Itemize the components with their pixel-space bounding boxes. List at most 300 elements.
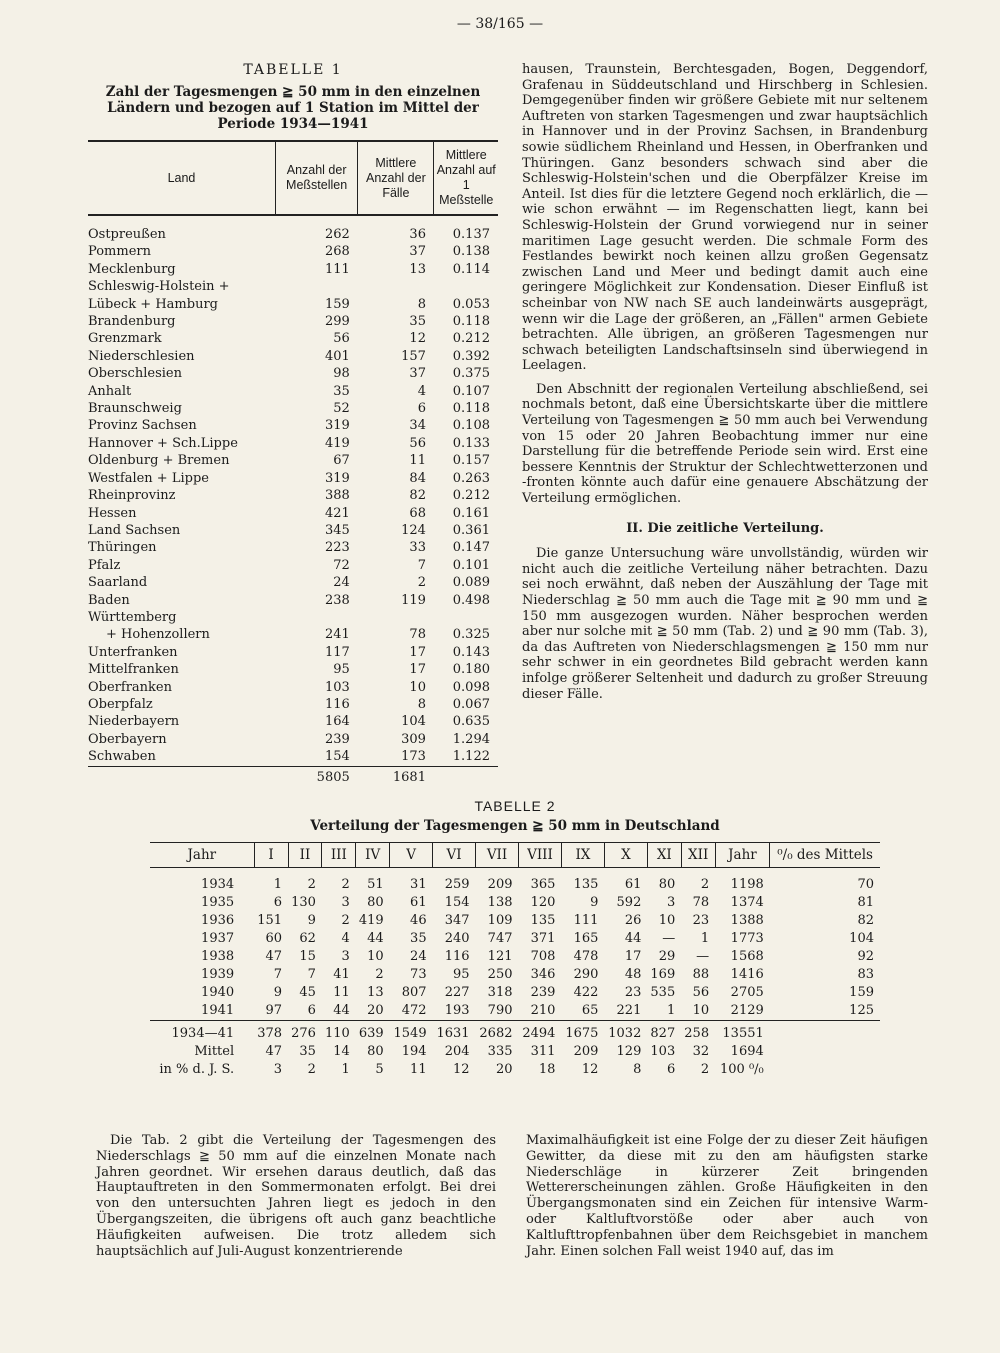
table1-row	[88, 348, 498, 365]
table1-row	[88, 539, 498, 556]
table1-cell-faelle: 4	[417, 383, 426, 399]
table2-cell: 2129	[730, 1003, 764, 1018]
table2-cell: 135	[573, 877, 599, 892]
table2-cell: 116	[444, 949, 470, 964]
table1-cell-land: Schleswig-Holstein +	[88, 279, 230, 295]
table2-cell: 478	[573, 949, 599, 964]
table1-cell-faelle: 78	[409, 627, 426, 643]
table1-cell-land: Saarland	[88, 575, 148, 591]
table1-cell-faelle: 68	[409, 505, 426, 521]
right-paragraph-3: Die ganze Untersuchung wäre unvollständig, würden wir nicht auch die zeitliche Verteilung näher betrachten. Dazu sei noch erwähnt, daß neben der Auszählung der Tage mit Niederschlag ≧ 50 mm auch die Tage mit ≧ 90 mm und ≧ 150 mm ausgezogen wurden. Näher besprochen werden aber nur solche mit ≧ 50 mm (Tab. 2) und ≧ 90 mm (Tab. 3), da das Auftreten von Niederschlagsmengen ≧ 150 mm nur sehr schwer in ein geordnetes Bild gebracht werden kann infolge größerer Seltenheit und dadurch zu großer Streuung dieser Fälle.	[522, 546, 928, 702]
table2-cell: 209	[573, 1044, 599, 1059]
table1-cell-per-station: 1.122	[452, 749, 490, 765]
table1-cell-per-station: 0.635	[452, 714, 490, 730]
table1-cell-messstellen: 421	[324, 505, 350, 521]
table2-cell: 45	[299, 985, 316, 1000]
table2-cell: 121	[487, 949, 513, 964]
table2-header-3: III	[322, 843, 356, 868]
table2-cell: 12	[581, 1062, 599, 1077]
table2-cell: 51	[367, 877, 384, 892]
table2-cell: 807	[401, 985, 427, 1000]
table2-row	[150, 868, 880, 895]
table2-cell: 56	[692, 985, 710, 1000]
bottom-left-text	[96, 1133, 496, 1259]
table1-cell-messstellen: 419	[324, 435, 350, 451]
table1-cell-messstellen: 238	[324, 592, 350, 608]
table1-cell-faelle: 309	[401, 731, 426, 747]
table1-row	[88, 435, 498, 452]
table2-cell: 32	[692, 1044, 710, 1059]
table2-title: Verteilung der Tagesmengen ≧ 50 mm in Deutschland	[310, 818, 720, 834]
table1-cell-per-station: 1.294	[452, 731, 490, 747]
table2-header-13: Jahr	[715, 843, 770, 868]
table2-header-12: XII	[681, 843, 715, 868]
table2-cell: 472	[401, 1003, 427, 1018]
table2-cell: 44	[367, 931, 384, 946]
table2-cell: 1941	[201, 1003, 235, 1018]
table1-row	[88, 522, 498, 539]
table1-row	[88, 313, 498, 330]
table2-cell: 708	[530, 949, 556, 964]
table2-cell: 81	[857, 895, 874, 910]
table1-cell-land: Oberfranken	[88, 679, 172, 695]
table2-cell: 29	[658, 949, 676, 964]
table2-cell: 78	[692, 895, 710, 910]
table1-cell-faelle: 17	[409, 662, 426, 678]
table1-row	[88, 644, 498, 661]
table2-cell	[770, 1061, 880, 1079]
table2-cell: 259	[444, 877, 470, 892]
table1-row	[88, 713, 498, 730]
table1-title: Zahl der Tagesmengen ≧ 50 mm in den einzelnen Ländern und bezogen auf 1 Station im Mittel der Periode 1934—1941	[105, 84, 481, 132]
table1-row	[88, 557, 498, 574]
table1-cell-faelle: 36	[409, 227, 426, 242]
table2-cell: —	[696, 949, 710, 964]
table1-cell-messstellen: 164	[324, 714, 350, 730]
table1-header-per-station: Mittlere Anzahl auf 1 Meßstelle	[434, 141, 498, 215]
table1-cell-messstellen: 103	[324, 679, 350, 695]
table1-cell-land: Thüringen	[88, 540, 157, 556]
table1-total-messstellen: 5805	[275, 766, 357, 786]
table2-cell: 419	[358, 913, 384, 928]
table1-total-faelle: 1681	[358, 766, 434, 786]
table2-cell: 47	[265, 1044, 283, 1059]
table1-cell-messstellen: 95	[333, 662, 350, 678]
table2-row	[150, 1002, 880, 1021]
table1-cell-per-station: 0.212	[452, 488, 490, 504]
table1-cell-per-station: 0.392	[452, 348, 490, 364]
table2-cell: 365	[530, 877, 556, 892]
table1-cell-per-station: 0.133	[452, 435, 490, 451]
table1-row	[88, 470, 498, 487]
table2-cell: 41	[333, 967, 350, 982]
table2-cell: 35	[299, 1044, 316, 1059]
table2-cell	[770, 1043, 880, 1061]
table1-row	[88, 574, 498, 591]
table1-cell-land: Land Sachsen	[88, 522, 181, 538]
table2-header-0: Jahr	[150, 843, 254, 868]
table2-cell: 23	[624, 985, 642, 1000]
table1-cell-land: Provinz Sachsen	[88, 418, 197, 434]
table1-cell-land: Unterfranken	[88, 644, 178, 660]
table2-header-1: I	[254, 843, 288, 868]
table2-cell: 20	[495, 1062, 513, 1077]
table2-cell: 371	[530, 931, 556, 946]
table1-totals-label	[88, 766, 275, 786]
table1-cell-land: + Hohenzollern	[106, 627, 210, 643]
table2-cell	[770, 1021, 880, 1044]
table1-totals-row	[88, 766, 498, 786]
table1-cell-per-station: 0.118	[452, 401, 490, 417]
table1-body	[88, 215, 498, 766]
table2-cell: 790	[487, 1003, 513, 1018]
table1-cell-faelle: 10	[409, 679, 426, 695]
table2-cell: 103	[650, 1044, 676, 1059]
table1-cell-per-station	[434, 278, 498, 295]
right-column	[522, 62, 928, 710]
table1-cell-land: Pfalz	[88, 557, 121, 573]
bottom-left-paragraph: Die Tab. 2 gibt die Verteilung der Tagesmengen des Niederschlags ≧ 50 mm auf die einzelnen Monate nach Jahren geordnet. Wir ersehen daraus deutlich, daß das Hauptauftreten in den Sommermonaten erfolgt. Bei drei von den untersuchten Jahren liegt es jedoch in den Übergangszeiten, die übrigens oft auch ganz beachtliche Häufigkeiten aufweisen. Die trotz alledem sich hauptsächlich auf Juli-August konzentrierende	[96, 1133, 496, 1259]
table1-cell-messstellen	[275, 609, 357, 626]
table1-cell-land: Braunschweig	[88, 401, 182, 417]
table2-cell: 3	[273, 1062, 283, 1077]
table2-header-row	[150, 843, 880, 868]
table2-cell: 2	[307, 877, 316, 892]
table2-row	[150, 984, 880, 1002]
table1-cell-per-station: 0.375	[452, 366, 490, 382]
table2-cell: 70	[857, 877, 874, 892]
table2-cell: 47	[265, 949, 283, 964]
table1-cell-land: Mittelfranken	[88, 662, 179, 678]
table2-cell: 194	[401, 1044, 427, 1059]
table2-cell: 1675	[561, 1021, 604, 1044]
table1-cell-faelle: 157	[401, 348, 426, 364]
table2-cell: 12	[453, 1062, 470, 1077]
table2-cell: 125	[849, 1003, 874, 1018]
table2-cell: 11	[333, 985, 350, 1000]
table1-cell-messstellen: 241	[324, 627, 350, 643]
table1-row	[88, 679, 498, 696]
table2-cell: 8	[633, 1062, 642, 1077]
table2-row	[150, 948, 880, 966]
table2-cell: 44	[333, 1003, 350, 1018]
table2-cell: 346	[530, 967, 556, 982]
table2-row	[150, 1021, 880, 1044]
table1-cell-per-station: 0.138	[452, 244, 490, 260]
table2-cell: 80	[367, 1044, 384, 1059]
table2-cell: 2705	[730, 985, 764, 1000]
table1-cell-per-station	[434, 609, 498, 626]
table1-cell-faelle: 13	[409, 261, 426, 277]
table1-cell-messstellen: 159	[324, 296, 350, 312]
table1-cell-messstellen	[275, 278, 357, 295]
table1-cell-land: Mecklenburg	[88, 261, 176, 277]
table2-cell: 1940	[201, 985, 235, 1000]
table2-cell: 26	[624, 913, 642, 928]
table1-cell-per-station: 0.498	[452, 592, 490, 608]
table1-cell-faelle	[358, 609, 434, 626]
table1-cell-faelle: 82	[409, 488, 426, 504]
table1-cell-per-station: 0.101	[452, 557, 490, 573]
table2-cell: 165	[573, 931, 599, 946]
table1-row	[88, 383, 498, 400]
table2-cell: 535	[650, 985, 676, 1000]
table2-cell: 290	[573, 967, 599, 982]
table1-cell-faelle: 124	[401, 522, 426, 538]
table2-cell: 13	[367, 985, 384, 1000]
table2-cell: 80	[658, 877, 676, 892]
table2-row	[150, 1043, 880, 1061]
table1-row	[88, 261, 498, 278]
table1-cell-faelle: 2	[417, 575, 426, 591]
table1-cell-messstellen: 72	[333, 557, 350, 573]
table1-cell-faelle: 37	[409, 244, 426, 260]
table1-cell-messstellen: 52	[333, 401, 350, 417]
table2-header-10: X	[604, 843, 647, 868]
table1-row	[88, 452, 498, 469]
table1-cell-messstellen: 319	[324, 418, 350, 434]
table1-cell-messstellen: 67	[333, 453, 350, 469]
table1-cell-land: Oberbayern	[88, 731, 167, 747]
table2-cell: 88	[692, 967, 710, 982]
table1-row	[88, 696, 498, 713]
table1-cell-faelle: 84	[409, 470, 426, 486]
table1-cell-per-station: 0.212	[452, 331, 490, 347]
table1-cell-messstellen: 98	[333, 366, 350, 382]
table2-cell: 2	[341, 913, 350, 928]
table1-section	[88, 62, 498, 786]
table2-cell: 240	[444, 931, 470, 946]
table2-cell: 3	[341, 949, 350, 964]
table2-header-2: II	[288, 843, 322, 868]
table2-cell: 92	[857, 949, 874, 964]
table2-cell: 83	[857, 967, 874, 982]
table2-cell: 422	[573, 985, 599, 1000]
table1-cell-per-station: 0.325	[452, 627, 490, 643]
table2-cell: 1939	[201, 967, 235, 982]
table2-cell: 258	[681, 1021, 715, 1044]
table1-cell-per-station: 0.107	[452, 383, 490, 399]
table2-header-5: V	[390, 843, 433, 868]
table1-caption: TABELLE 1	[243, 62, 343, 78]
table2-cell: 5	[375, 1062, 384, 1077]
table2-cell: 1938	[201, 949, 235, 964]
table2-cell: 135	[530, 913, 556, 928]
table2-cell: 129	[616, 1044, 642, 1059]
table1-cell-land: Lübeck + Hamburg	[88, 296, 218, 312]
table2	[150, 842, 880, 1079]
table2-cell: 110	[322, 1021, 356, 1044]
table2-header-4: IV	[356, 843, 390, 868]
table1-row	[88, 417, 498, 434]
table1-row	[88, 731, 498, 748]
table1-row	[88, 626, 498, 643]
table1-cell-land: Niederschlesien	[88, 348, 195, 364]
table2-cell: 1549	[390, 1021, 433, 1044]
table2-header-7: VII	[476, 843, 519, 868]
table1-cell-land: Anhalt	[88, 383, 132, 399]
table1-cell-land: Oberschlesien	[88, 366, 182, 382]
table1-row	[88, 330, 498, 347]
table1-cell-messstellen: 345	[324, 522, 350, 538]
table2-cell: 1937	[201, 931, 235, 946]
table1-cell-per-station: 0.108	[452, 418, 490, 434]
table2-cell: 1936	[201, 913, 235, 928]
table2-cell: 11	[410, 1062, 427, 1077]
table2-cell: 276	[288, 1021, 322, 1044]
table2-cell: 95	[453, 967, 470, 982]
table1-cell-land: Pommern	[88, 244, 151, 260]
table2-cell: 100 ⁰/₀	[720, 1062, 764, 1077]
table2-cell: 827	[647, 1021, 681, 1044]
table2-cell: 10	[692, 1003, 710, 1018]
table2-cell: 138	[487, 895, 513, 910]
table2-cell: 2	[341, 877, 350, 892]
table1-cell-faelle: 12	[409, 331, 426, 347]
table2-cell: 1198	[730, 877, 764, 892]
table2-cell: 1416	[730, 967, 764, 982]
table2-cell: 7	[273, 967, 283, 982]
table2-cell: 1388	[730, 913, 764, 928]
table1-cell-per-station: 0.098	[452, 679, 490, 695]
table2-cell: 18	[538, 1062, 556, 1077]
table1-cell-land: Niederbayern	[88, 714, 180, 730]
table2-cell: 44	[624, 931, 642, 946]
table1-cell-faelle	[358, 278, 434, 295]
table2-cell: 204	[444, 1044, 470, 1059]
table1-cell-messstellen: 56	[333, 331, 350, 347]
table1-cell-messstellen: 24	[333, 575, 350, 591]
table2-row	[150, 912, 880, 930]
table2-cell: 1	[273, 877, 283, 892]
table1-cell-faelle: 6	[417, 401, 426, 417]
table2-cell: 378	[254, 1021, 288, 1044]
table2-cell: 311	[530, 1044, 556, 1059]
table1-cell-land: Westfalen + Lippe	[88, 470, 209, 486]
table2-cell: 104	[849, 931, 874, 946]
right-paragraph-2: Den Abschnitt der regionalen Verteilung abschließend, sei nochmals betont, daß eine Übersichtskarte über die mittlere Verteilung von Tagesmengen ≧ 50 mm auch bei Verwendung von 15 oder 20 Jahren Beobachtung immer nur eine Darstellung für die betreffende Periode sein wird. Erst eine bessere Kenntnis der Struktur der Schlechtwetterzonen und -fronten könnte auch dafür eine genauere Abschätzung der Verteilung ermöglichen.	[522, 381, 928, 507]
table1-cell-per-station: 0.067	[452, 696, 490, 712]
table1-cell-land: Rheinprovinz	[88, 488, 176, 504]
table2-cell: 130	[291, 895, 316, 910]
table2-cell: 209	[487, 877, 513, 892]
table1-cell-messstellen: 116	[324, 696, 350, 712]
table2-cell: 13551	[715, 1021, 770, 1044]
table1-cell-land: Hannover + Sch.Lippe	[88, 435, 238, 451]
table1-cell-per-station: 0.361	[452, 522, 490, 538]
table2-cell: 747	[487, 931, 513, 946]
table1-cell-faelle: 37	[409, 366, 426, 382]
table1-cell-faelle: 8	[417, 696, 426, 712]
table1-cell-per-station: 0.118	[452, 314, 490, 330]
table2-cell: 221	[616, 1003, 642, 1018]
table2-cell: 2	[700, 877, 710, 892]
table2-cell: 592	[616, 895, 642, 910]
table1-row	[88, 400, 498, 417]
table2-cell: 2682	[476, 1021, 519, 1044]
table2-cell: 46	[410, 913, 427, 928]
table1-cell-messstellen: 268	[324, 244, 350, 260]
table1-cell-faelle: 8	[417, 296, 426, 312]
table1-row	[88, 748, 498, 766]
table1-cell-faelle: 35	[409, 314, 426, 330]
table2-cell: 20	[367, 1003, 384, 1018]
table1-cell-land: Oberpfalz	[88, 696, 153, 712]
table2-cell: in % d. J. S.	[159, 1062, 235, 1077]
table1-cell-faelle: 119	[401, 592, 426, 608]
table1-cell-per-station: 0.137	[452, 227, 490, 242]
table1-row	[88, 487, 498, 504]
table1-row	[88, 365, 498, 382]
table2-cell: 250	[487, 967, 513, 982]
table2-cell: 61	[410, 895, 427, 910]
table2-cell: 23	[692, 913, 710, 928]
table2-cell: 169	[650, 967, 676, 982]
table1-cell-faelle: 56	[409, 435, 426, 451]
table2-cell: 62	[299, 931, 316, 946]
table2-cell: 9	[590, 895, 599, 910]
table2-cell: 9	[273, 985, 283, 1000]
table1-cell-per-station: 0.180	[452, 662, 490, 678]
table1-row	[88, 661, 498, 678]
table2-caption: TABELLE 2	[474, 798, 556, 814]
table1-cell-messstellen: 262	[324, 227, 350, 242]
table2-row	[150, 966, 880, 984]
section-heading: II. Die zeitliche Verteilung.	[626, 520, 824, 536]
table2-cell: 227	[444, 985, 470, 1000]
table2-cell: 151	[257, 913, 283, 928]
table2-cell: 347	[444, 913, 470, 928]
table1-header-row	[88, 141, 498, 215]
table1-cell-messstellen: 223	[324, 540, 350, 556]
table2-cell: 1935	[201, 895, 235, 910]
table1-cell-per-station: 0.114	[452, 261, 490, 277]
table2-cell: 31	[410, 877, 427, 892]
table2-cell: 6	[666, 1062, 676, 1077]
table1-row	[88, 505, 498, 522]
table1-total-empty	[434, 766, 498, 786]
table2-cell: 15	[299, 949, 316, 964]
table2-cell: 65	[581, 1003, 599, 1018]
table2-cell: 3	[666, 895, 676, 910]
table2-cell: Mittel	[194, 1044, 235, 1059]
table1-cell-faelle: 11	[409, 453, 426, 469]
table1-row	[88, 296, 498, 313]
table2-cell: 1568	[730, 949, 764, 964]
table2-cell: 639	[356, 1021, 390, 1044]
table1-header-faelle: Mittlere Anzahl der Fälle	[358, 141, 434, 215]
page-number: — 38/165 —	[456, 16, 544, 32]
table2-cell: 24	[410, 949, 427, 964]
table1-cell-messstellen: 117	[324, 644, 350, 660]
table2-cell: 2	[700, 1062, 710, 1077]
table1-cell-per-station: 0.157	[452, 453, 490, 469]
table1-cell-messstellen: 111	[324, 261, 350, 277]
table2-cell: 1	[341, 1062, 350, 1077]
table1-cell-faelle: 17	[409, 644, 426, 660]
table2-header-11: XI	[647, 843, 681, 868]
table1-cell-land: Hessen	[88, 505, 137, 521]
table2-header-14: ⁰/₀ des Mittels	[770, 843, 880, 868]
table2-section	[150, 798, 880, 1079]
table2-cell: 7	[307, 967, 316, 982]
table1-cell-messstellen: 319	[324, 470, 350, 486]
table2-cell: 60	[265, 931, 283, 946]
table2-cell: 1934	[201, 877, 235, 892]
table1-row	[88, 609, 498, 626]
table2-cell: 61	[624, 877, 642, 892]
table2-cell: 120	[530, 895, 556, 910]
